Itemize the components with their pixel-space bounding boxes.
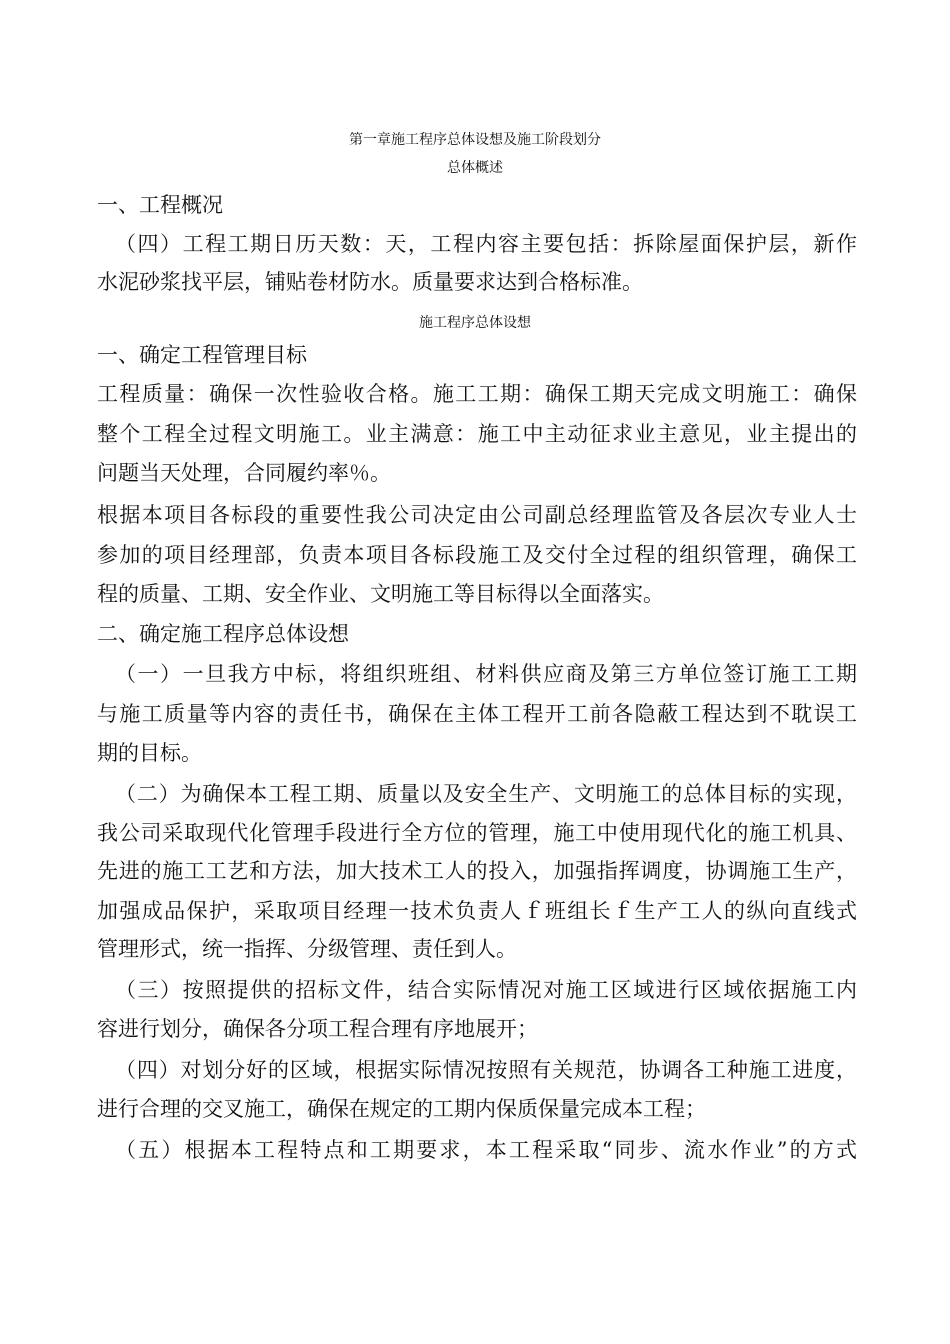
list-item-line: （五）根据本工程特点和工期要求，本工程采取“同步、流水作业”的方式	[115, 1138, 857, 1162]
section-heading-construction-plan: 二、确定施工程序总体设想	[97, 622, 349, 646]
list-item-line: 容进行划分，确保各分项工程合理有序地展开；	[97, 1017, 538, 1041]
paragraph-line: 根据本项目各标段的重要性我公司决定由公司副总经理监管及各层次专业人士	[97, 503, 857, 527]
paragraph-line: （四）工程工期日历天数：天，工程内容主要包括：拆除屋面保护层，新作	[115, 232, 857, 256]
section-heading-project-overview: 一、工程概况	[97, 193, 223, 217]
paragraph-line: 参加的项目经理部，负责本项目各标段施工及交付全过程的组织管理，确保工	[97, 543, 857, 567]
list-item-line: 管理形式，统一指挥、分级管理、责任到人。	[97, 937, 517, 961]
list-item-line: 加强成品保护，采取项目经理一技术负责人ｆ班组长ｆ生产工人的纵向直线式	[97, 899, 857, 923]
overview-title: 总体概述	[447, 160, 503, 176]
paragraph-line: 水泥砂浆找平层，铺贴卷材防水。质量要求达到合格标准。	[97, 270, 643, 294]
list-item-line: 进行合理的交叉施工，确保在规定的工期内保质保量完成本工程；	[97, 1097, 706, 1121]
paragraph-line: 工程质量：确保一次性验收合格。施工工期：确保工期天完成文明施工：确保	[97, 382, 857, 406]
paragraph-line: 整个工程全过程文明施工。业主满意：施工中主动征求业主意见，业主提出的	[97, 422, 857, 446]
list-item-line: 先进的施工工艺和方法，加大技术工人的投入，加强指挥调度，协调施工生产，	[97, 859, 857, 883]
list-item-line: 我公司采取现代化管理手段进行全方位的管理，施工中使用现代化的施工机具、	[97, 821, 857, 845]
list-item-line: （一）一旦我方中标，将组织班组、材料供应商及第三方单位签订施工工期	[115, 662, 857, 686]
list-item-line: （二）为确保本工程工期、质量以及安全生产、文明施工的总体目标的实现，	[115, 782, 857, 806]
list-item-line: 期的目标。	[97, 741, 202, 765]
sub-title: 施工程序总体设想	[419, 315, 531, 331]
list-item-line: 与施工质量等内容的责任书，确保在主体工程开工前各隐蔽工程达到不耽误工	[97, 702, 857, 726]
list-item-line: （四）对划分好的区域，根据实际情况按照有关规范，协调各工种施工进度，	[115, 1058, 857, 1082]
list-item-line: （三）按照提供的招标文件，结合实际情况对施工区域进行区域依据施工内	[115, 978, 857, 1002]
chapter-title: 第一章施工程序总体设想及施工阶段划分	[349, 132, 601, 148]
section-heading-management-goals: 一、确定工程管理目标	[97, 343, 307, 367]
paragraph-line: 程的质量、工期、安全作业、文明施工等目标得以全面落实。	[97, 582, 664, 606]
paragraph-line: 问题当天处理，合同履约率％。	[97, 461, 391, 485]
